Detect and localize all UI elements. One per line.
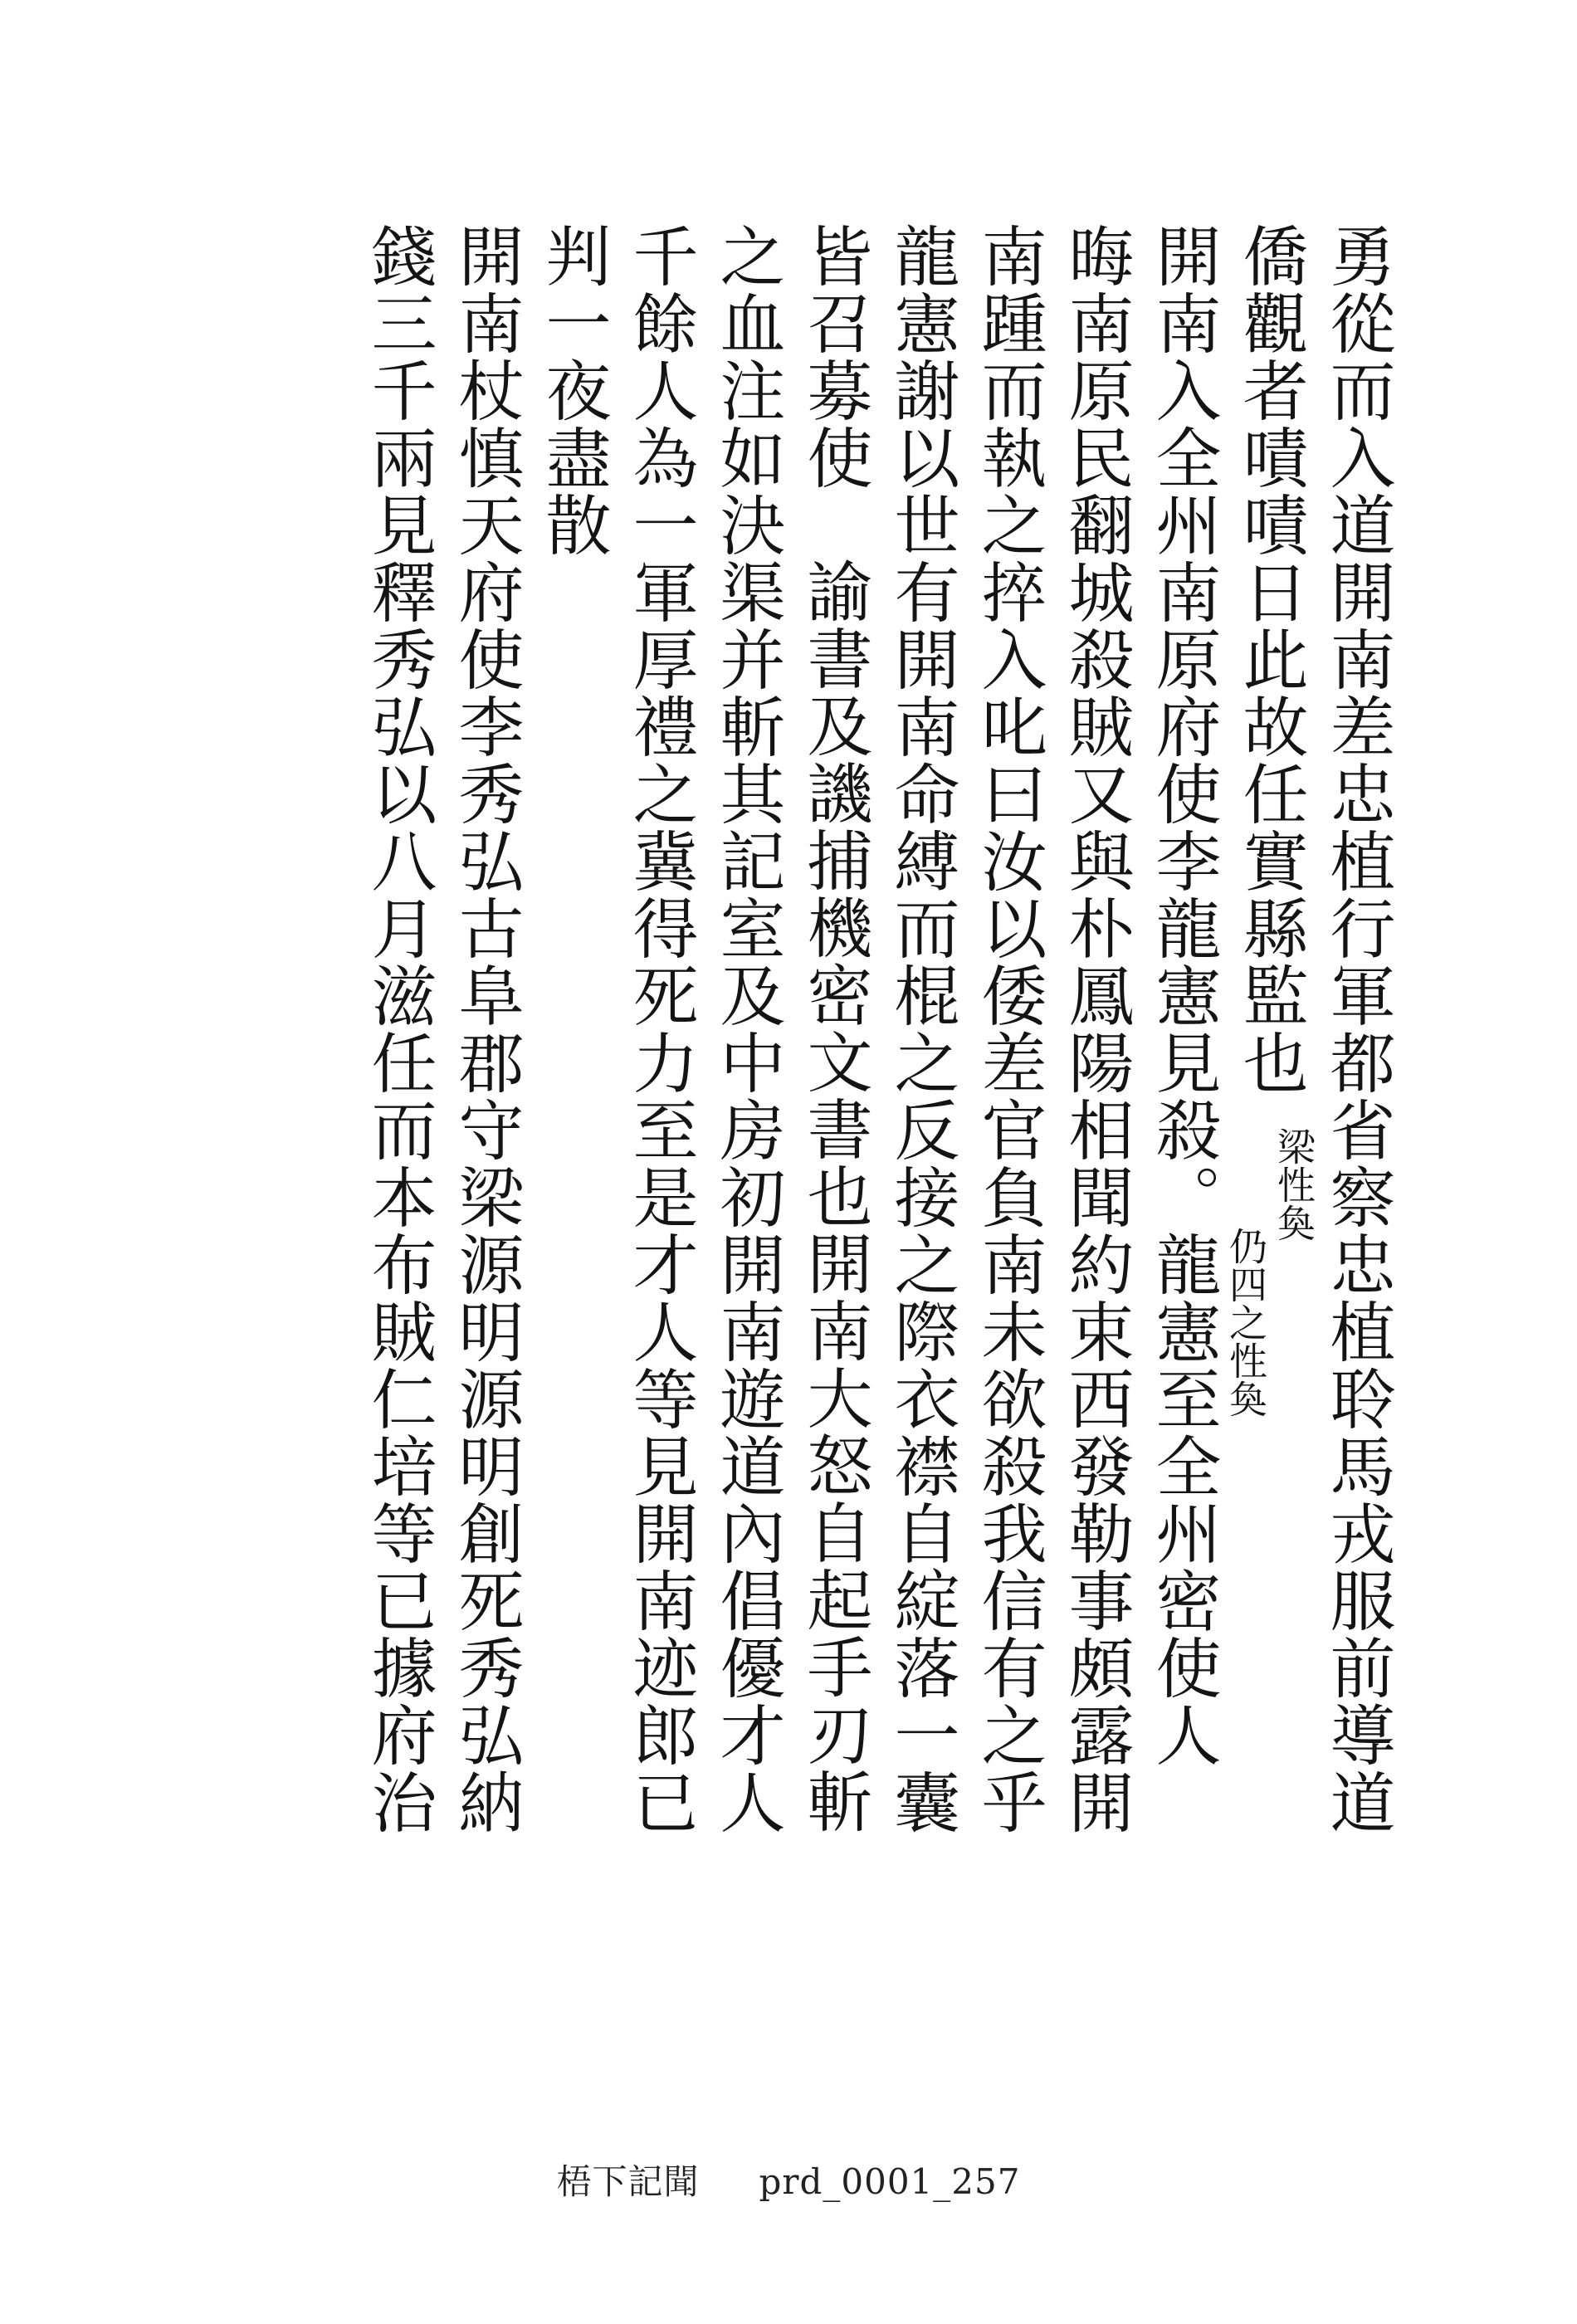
text-column-6 bbox=[880, 222, 963, 1836]
text-column-4 bbox=[1054, 222, 1137, 1836]
text-column-1 bbox=[1316, 222, 1399, 1836]
column-text: 勇從而入道開南差忠植行軍都省察忠植聆馬戎服前導道 bbox=[1319, 222, 1395, 1836]
text-column-11 bbox=[444, 222, 527, 1836]
page-footer bbox=[0, 2155, 1577, 2204]
text-column-5 bbox=[967, 222, 1050, 1836]
column-text: 龍憲謝以世有開南命縛而棍之反接之際衣襟自綻落一囊 bbox=[883, 222, 959, 1836]
column-text: 千餘人為一軍厚禮之冀得死力至是才人等見開南迹郎已 bbox=[622, 222, 698, 1836]
column-text: 開南入全州南原府使李龍憲見殺。龍憲至全州密使人 bbox=[1145, 222, 1221, 1769]
text-column-7 bbox=[793, 222, 876, 1835]
interlinear-annotation bbox=[1224, 1127, 1324, 1459]
text-column-2 bbox=[1228, 222, 1311, 1799]
text-column-3 bbox=[1141, 222, 1224, 1799]
page-identifier: prd_0001_257 bbox=[759, 2161, 1021, 2202]
column-text: 之血注如決渠并斬其記室及中房初開南遊道內倡優才人 bbox=[709, 222, 785, 1836]
text-column-12 bbox=[357, 222, 440, 1836]
column-text: 開南杖慎天府使李秀弘古阜郡守梁源明源明創死秀弘納 bbox=[447, 222, 524, 1836]
text-column-9 bbox=[618, 222, 701, 1836]
annotation-line-2: 仍四之性奐 bbox=[1223, 1227, 1268, 1418]
column-text: 晦南原民翻城殺賊又與朴鳳陽相聞約束西發勒事頗露開 bbox=[1057, 222, 1134, 1836]
column-text: 判一夜盡散 bbox=[535, 222, 611, 559]
book-title: 梧下記聞 bbox=[556, 2161, 700, 2202]
text-column-10 bbox=[531, 222, 614, 1799]
column-text: 錢三千兩見釋秀弘以八月滋任而本布賊仁培等已據府治 bbox=[360, 222, 437, 1836]
annotation-line-1: 梁性奐 bbox=[1272, 1127, 1316, 1242]
column-text: 南踵而執之捽入叱曰汝以倭差官負南未欲殺我信有之乎 bbox=[970, 222, 1047, 1836]
manuscript-text-block bbox=[332, 222, 1403, 1836]
column-text: 皆召募使 bbox=[796, 222, 872, 491]
column-text-tail: 諭書及譏捕機密文書也開南大怒自起手刃斬 bbox=[796, 558, 872, 1835]
text-column-8 bbox=[706, 222, 788, 1836]
column-text: 僑觀者嘖嘖日此故任實縣監也 bbox=[1232, 222, 1308, 1096]
